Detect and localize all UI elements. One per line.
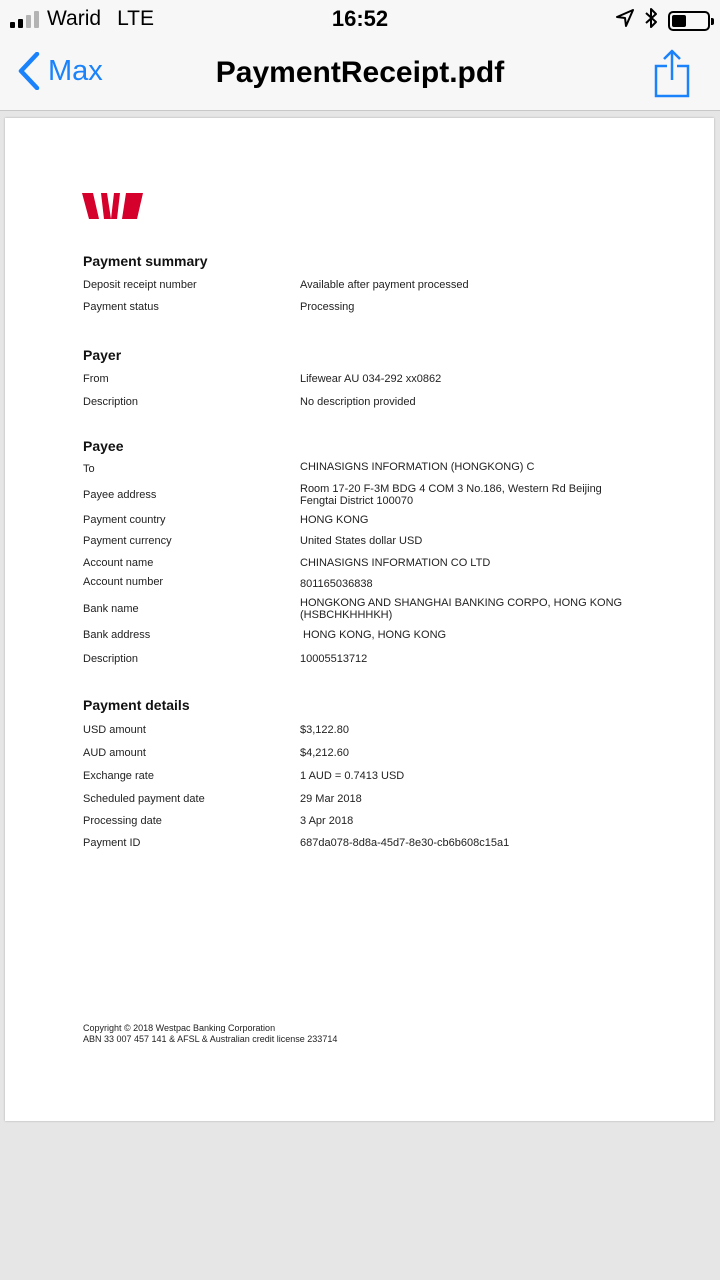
row-label: USD amount — [83, 724, 146, 736]
share-icon — [654, 48, 690, 98]
row-value: 801165036838 — [300, 578, 373, 590]
westpac-logo-icon — [82, 193, 144, 219]
pdf-page — [5, 118, 714, 1121]
row-value: HONG KONG — [300, 514, 369, 526]
row-label: Payment ID — [83, 837, 141, 849]
row-value: HONGKONG AND SHANGHAI BANKING CORPO, HONG KONG (HSBCHKHHHKH) — [300, 597, 623, 621]
payer-title: Payer — [83, 347, 122, 363]
row-value: 687da078-8d8a-45d7-8e30-cb6b608c15a1 — [300, 837, 510, 849]
network-type: LTE — [117, 7, 155, 30]
row-value: No description provided — [300, 396, 416, 408]
battery-icon — [668, 11, 710, 31]
share-button[interactable] — [654, 48, 690, 103]
payment-summary-title: Payment summary — [83, 253, 208, 269]
row-label: Account number — [83, 576, 164, 588]
license-text: ABN 33 007 457 141 & AFSL & Australian credit license 233714 — [83, 1034, 338, 1044]
row-label: Payment country — [83, 514, 166, 526]
row-value: CHINASIGNS INFORMATION CO LTD — [300, 557, 491, 569]
payee-title: Payee — [83, 438, 124, 454]
row-value: 1 AUD = 0.7413 USD — [300, 770, 405, 782]
row-label: Payee address — [83, 489, 157, 501]
row-label: Bank name — [83, 603, 139, 615]
status-right — [616, 7, 710, 34]
status-bar — [0, 0, 720, 38]
back-button-label: Max — [48, 54, 103, 87]
document-title: PaymentReceipt.pdf — [215, 56, 505, 89]
row-label: Processing date — [83, 815, 162, 827]
row-label: Scheduled payment date — [83, 793, 205, 805]
row-label: Description — [83, 396, 139, 408]
carrier-name: Warid — [47, 7, 102, 30]
row-value: United States dollar USD — [300, 535, 423, 547]
row-label: Exchange rate — [83, 770, 154, 782]
row-label: Account name — [83, 557, 154, 569]
row-label: Payment currency — [83, 535, 172, 547]
bluetooth-icon — [644, 7, 658, 34]
row-value: Lifewear AU 034-292 xx0862 — [300, 373, 442, 385]
location-arrow-icon — [616, 9, 634, 32]
row-value: Room 17-20 F-3M BDG 4 COM 3 No.186, Western Rd Beijing Fengtai District 100070 — [300, 483, 602, 507]
row-value: HONG KONG, HONG KONG — [300, 629, 447, 641]
row-label: Deposit receipt number — [83, 279, 197, 291]
status-time: 16:52 — [331, 6, 389, 31]
document-footer — [83, 1023, 337, 1045]
row-label: From — [83, 373, 109, 385]
row-value: $3,122.80 — [300, 724, 349, 736]
payment-details-title: Payment details — [83, 697, 190, 713]
row-value: 10005513712 — [300, 653, 368, 665]
row-label: Description — [83, 653, 139, 665]
row-label: AUD amount — [83, 747, 146, 759]
row-value: $4,212.60 — [300, 747, 349, 759]
row-label: Bank address — [83, 629, 151, 641]
row-value: 29 Mar 2018 — [300, 793, 362, 805]
row-value: Available after payment processed — [300, 279, 469, 291]
row-label: Payment status — [83, 301, 159, 313]
row-value: 3 Apr 2018 — [300, 815, 354, 827]
navigation-bar — [0, 38, 720, 111]
copyright-text: Copyright © 2018 Westpac Banking Corporation — [83, 1023, 276, 1033]
row-label: To — [83, 463, 95, 475]
row-value: Processing — [300, 301, 355, 313]
row-value: CHINASIGNS INFORMATION (HONGKONG) C — [300, 461, 535, 473]
